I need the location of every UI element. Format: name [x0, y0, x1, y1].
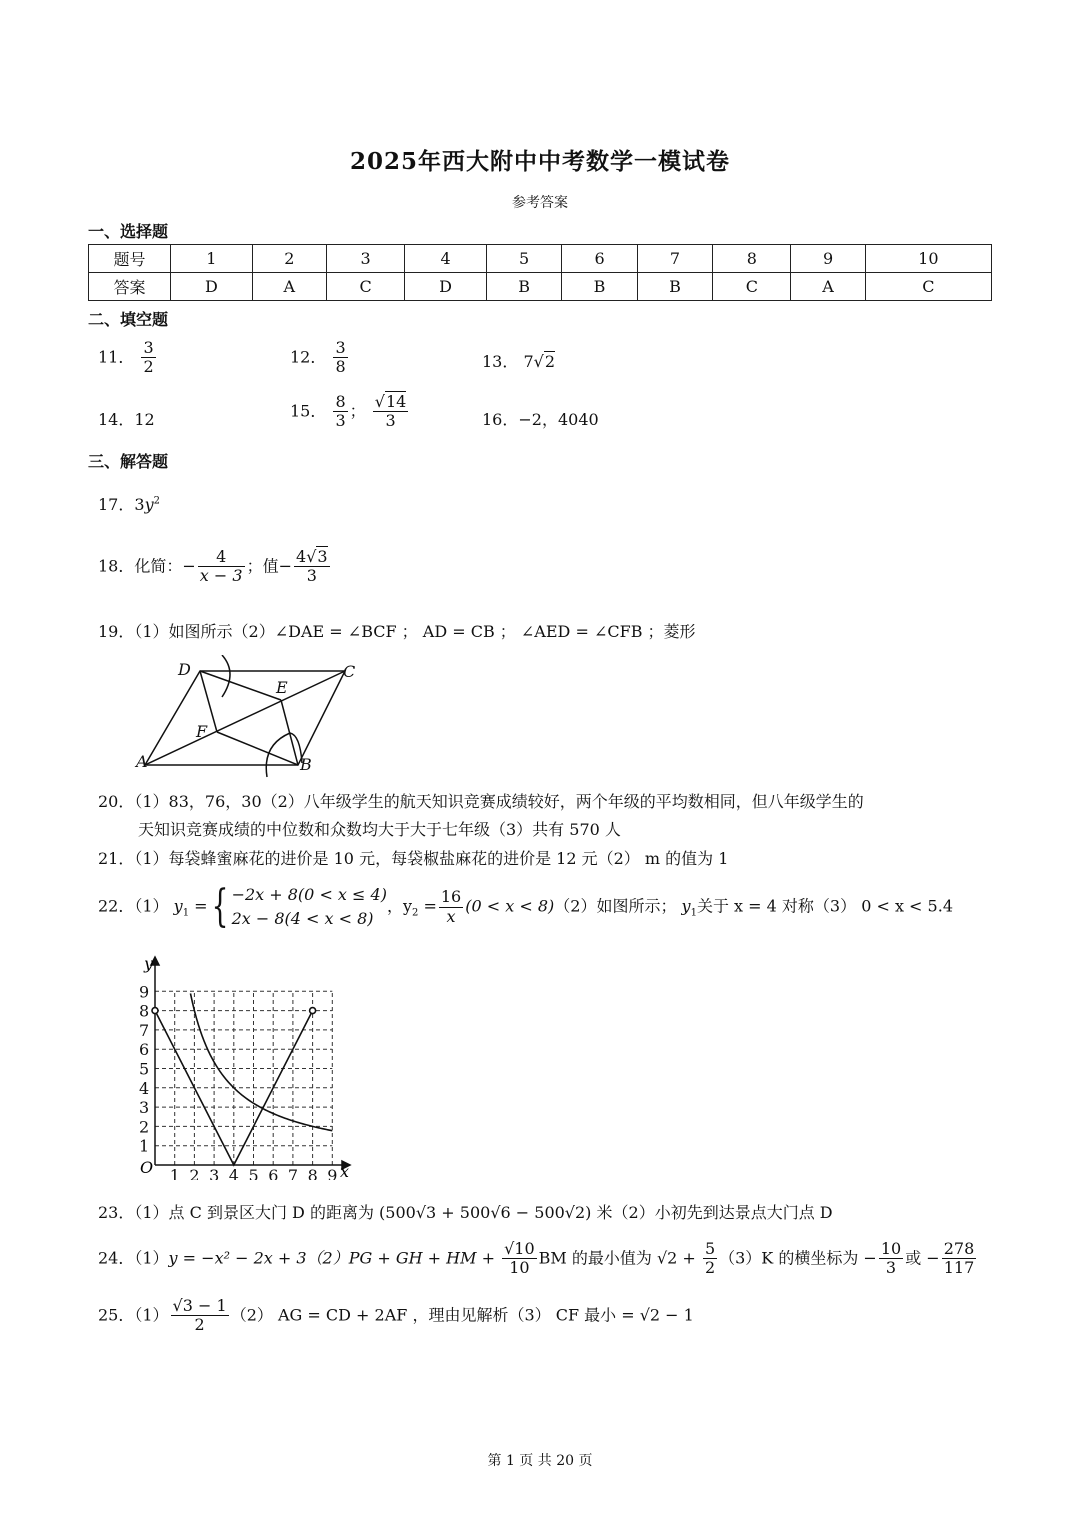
table-cell: 4	[405, 245, 487, 273]
question-number: 22．（1）	[98, 896, 169, 916]
label-a: A	[136, 752, 148, 771]
choice-answer-table	[88, 244, 992, 301]
function-graph	[130, 955, 360, 1180]
answer-11	[98, 339, 158, 377]
label-b: B	[300, 755, 312, 774]
table-header-cell: 答案	[89, 273, 171, 301]
label-e: E	[276, 678, 288, 697]
question-number: 18．	[98, 556, 135, 576]
y-tick-label: 1	[139, 1136, 150, 1156]
answer-12	[290, 339, 350, 377]
denominator: 3	[335, 411, 346, 431]
table-cell: 7	[637, 245, 712, 273]
numerator: 16	[440, 887, 462, 907]
table-cell: 9	[791, 245, 865, 273]
numerator: 4√3	[296, 547, 328, 566]
table-cell: 1	[171, 245, 253, 273]
denominator: x	[446, 906, 456, 926]
piecewise-cases	[232, 883, 387, 931]
answer-text: 关于 x = 4 对称（3） 0 < x < 5.4	[696, 896, 953, 916]
table-cell: 6	[562, 245, 637, 273]
table-cell: C	[713, 273, 791, 301]
answer-text: BM 的最小值为 √2 +	[538, 1248, 701, 1268]
numerator: 3	[335, 338, 346, 357]
open-endpoint	[310, 1008, 316, 1014]
brace: {	[211, 881, 228, 932]
y-tick-label: 7	[139, 1020, 150, 1040]
section-solve: 三、解答题	[88, 452, 169, 471]
y-tick-label: 5	[139, 1059, 150, 1079]
fraction	[141, 339, 155, 377]
y-tick-label: 9	[139, 982, 150, 1002]
fraction	[942, 1240, 977, 1278]
table-cell: C	[865, 273, 991, 301]
answer-text: （1）如图所示（2）∠DAE = ∠BCF ； AD = CB ； ∠AED = ∠CFB ；菱形	[134, 622, 696, 641]
label-d: D	[178, 660, 191, 679]
x-tick-label: 4	[228, 1166, 239, 1180]
answer-19	[98, 619, 696, 642]
page-subtitle: 参考答案	[512, 195, 568, 211]
table-cell: 8	[713, 245, 791, 273]
x-tick-label: 6	[268, 1166, 279, 1180]
answer-text: （2） AG = CD + 2AF ，理由见解析（3） CF 最小 = √2 − 1	[230, 1305, 694, 1325]
answer-25	[98, 1297, 694, 1335]
x-tick-label: 1	[169, 1166, 180, 1180]
x-tick-label: 5	[248, 1166, 259, 1180]
question-number: 24．（1）	[98, 1248, 169, 1268]
y-tick-label: 8	[139, 1001, 150, 1021]
x-tick-label: 3	[209, 1166, 220, 1180]
answer-value: 12	[134, 410, 155, 429]
numerator: 8	[335, 392, 346, 411]
table-cell: B	[562, 273, 637, 301]
table-cell: 3	[326, 245, 404, 273]
answer-value: −2，4040	[518, 410, 599, 429]
fraction	[879, 1240, 903, 1278]
segment-fb	[217, 732, 298, 765]
table-header-cell: 题号	[89, 245, 171, 273]
answer-24	[98, 1240, 978, 1278]
answer-18: 18．化简：− $\frac{4}{x - 3}$ ；值− $\frac{4√3}{3}$	[98, 547, 328, 586]
case-line: −2x + 8(0 < x ≤ 4)	[231, 885, 387, 904]
answer-23: 23．（1）点 C 到景区大门 D 的距离为 (500√3 + 500√6 − 500√2) 米（2）小初先到达景点大门点 D	[98, 1203, 833, 1222]
answer-14	[98, 407, 155, 430]
fraction	[439, 888, 463, 926]
fraction	[333, 393, 347, 431]
y-tick-label: 6	[139, 1040, 150, 1060]
answer-text: 或 −	[905, 1248, 940, 1268]
fraction	[703, 1240, 717, 1278]
table-row	[89, 245, 992, 273]
denominator: 8	[335, 357, 346, 377]
x-axis-label: x	[340, 1162, 350, 1180]
fraction	[294, 548, 330, 586]
numerator: 4	[198, 548, 245, 567]
answer-text: ，y	[386, 896, 412, 916]
numerator: √14	[374, 392, 407, 411]
segment-de	[200, 671, 281, 700]
question-number: 16．	[482, 410, 519, 429]
radicand: 2	[544, 352, 556, 371]
table-cell: A	[791, 273, 865, 301]
answer-20-line1: 20．（1）83，76，30（2）八年级学生的航天知识竞赛成绩较好，两个年级的平均数相同，但八年级学生的	[98, 792, 864, 811]
y-tick-label: 4	[139, 1078, 150, 1098]
denominator: 117	[943, 1258, 975, 1278]
denominator: x − 3	[199, 566, 243, 586]
answer-21: 21．（1）每袋蜂蜜麻花的进价是 10 元，每袋椒盐麻花的进价是 12 元（2） m 的值为 1	[98, 849, 729, 868]
denominator: 10	[509, 1258, 530, 1278]
diagonal-ac	[145, 671, 345, 765]
table-cell: D	[171, 273, 253, 301]
denominator: 3	[385, 411, 396, 431]
x-tick-label: 8	[307, 1166, 318, 1180]
answer-text: （2）如图所示；	[554, 896, 677, 916]
x-tick-label: 9	[327, 1166, 338, 1180]
exponent: 2	[153, 495, 160, 507]
answer-text: 化简：	[134, 556, 183, 576]
table-cell: A	[252, 273, 326, 301]
table-cell: B	[486, 273, 561, 301]
table-cell: 5	[486, 245, 561, 273]
table-cell: B	[637, 273, 712, 301]
fraction	[198, 548, 245, 586]
answer-text: ；值	[246, 556, 279, 576]
answer-20-line2: 天知识竞赛成绩的中位数和众数均大于大于七年级（3）共有 570 人	[138, 820, 621, 839]
question-number: 14．	[98, 410, 135, 429]
table-cell: 2	[252, 245, 326, 273]
variable: y	[173, 896, 183, 916]
answer-13: 13． 7√2	[482, 352, 556, 371]
fraction	[171, 1297, 229, 1335]
answer-text: （3）K 的横坐标为 −	[719, 1248, 877, 1268]
denominator: 2	[194, 1315, 205, 1335]
answer-22: 22．（1） $y_1$ ={ −2x + 8(0 < x ≤ 4) 2x − 8(4 < x < 8) ，$y_2$ = $\frac{16}{x}$ (0 < x < 8)（2）如图所示； $y_1$关于 x = 4 对称（3） 0 < x < 5.4	[98, 881, 953, 932]
question-number: 11．	[98, 347, 135, 367]
answer-text: y = −x² − 2x + 3（2）PG + GH + HM +	[168, 1248, 501, 1268]
separator: ；	[349, 401, 366, 421]
fraction	[373, 393, 409, 431]
section-fill: 二、填空题	[88, 310, 169, 329]
table-cell: C	[326, 273, 404, 301]
y-axis-label: y	[144, 955, 154, 973]
numerator: 10	[880, 1239, 902, 1258]
coefficient: 3	[134, 495, 145, 514]
question-number: 17．	[98, 495, 135, 514]
coefficient: 7	[523, 352, 534, 371]
case-line: 2x − 8(4 < x < 8)	[231, 909, 374, 928]
question-number: 13．	[482, 352, 519, 371]
answer-17	[98, 492, 160, 515]
section-choice: 一、选择题	[88, 222, 169, 241]
origin-label: O	[140, 1158, 154, 1177]
parallelogram-figure	[130, 655, 370, 780]
numerator: √3 − 1	[172, 1296, 227, 1315]
denominator: 2	[704, 1258, 716, 1278]
answer-15	[290, 393, 410, 431]
denominator: 3	[885, 1258, 897, 1278]
y-tick-label: 3	[139, 1098, 150, 1118]
question-number: 19．	[98, 622, 135, 641]
answer-16	[482, 407, 599, 430]
fraction	[333, 339, 347, 377]
construction-arc-d	[222, 655, 230, 697]
denominator: 2	[143, 357, 154, 377]
radicand: 3	[317, 547, 328, 566]
question-number: 15．	[290, 401, 327, 421]
variable: y	[144, 495, 154, 514]
radicand: 14	[385, 392, 407, 411]
numerator: 278	[943, 1239, 975, 1258]
table-row	[89, 273, 992, 301]
numerator: √10	[504, 1239, 535, 1258]
x-tick-label: 2	[189, 1166, 200, 1180]
numerator: 5	[704, 1239, 716, 1258]
x-tick-label: 7	[287, 1166, 299, 1180]
domain: (0 < x < 8)	[465, 896, 555, 916]
open-endpoint	[152, 1008, 158, 1014]
y-tick-label: 2	[139, 1117, 150, 1137]
page-title: 2025年西大附中中考数学一模试卷	[349, 148, 730, 175]
label-c: C	[343, 662, 356, 681]
numerator: 3	[143, 338, 154, 357]
question-number: 25．（1）	[98, 1305, 169, 1325]
page-footer: 第 1 页 共 20 页	[487, 1453, 593, 1469]
question-number: 12．	[290, 347, 327, 367]
table-cell: D	[405, 273, 487, 301]
label-f: F	[196, 722, 208, 741]
table-cell: 10	[865, 245, 991, 273]
denominator: 3	[306, 566, 317, 586]
coefficient: 4	[296, 547, 307, 566]
fraction	[502, 1240, 537, 1278]
